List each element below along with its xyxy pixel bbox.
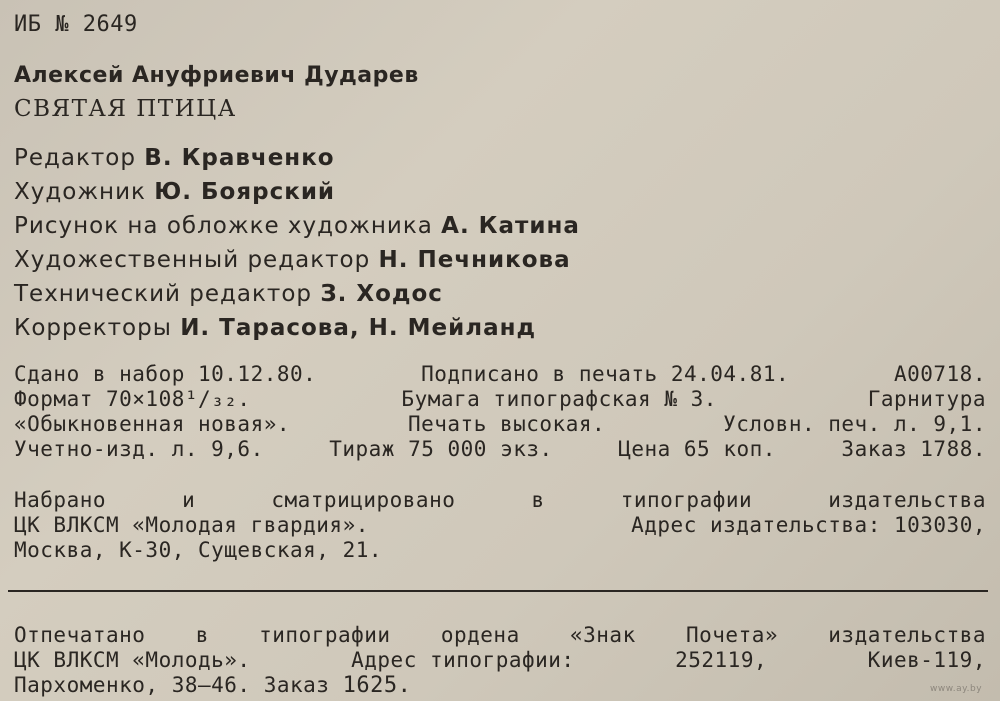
footer-text: Киев-119,: [867, 648, 986, 672]
typeset-line: [14, 488, 986, 512]
print-detail: Гарнитура: [867, 387, 986, 411]
credit-artist: [14, 179, 335, 205]
credit-role: Рисунок на обложке художника: [14, 213, 433, 239]
print-details-line: [14, 412, 986, 436]
book-title: СВЯТАЯ ПТИЦА: [14, 96, 237, 122]
footer-text: Заказ: [263, 673, 330, 697]
credit-role: Корректоры: [14, 315, 172, 341]
footer-order-number: 1625.: [342, 673, 412, 698]
typeset-word: типографии: [620, 488, 753, 512]
print-detail: Учетно-изд. л. 9,6.: [14, 437, 264, 461]
credit-name: И. Тарасова, Н. Мейланд: [180, 315, 537, 341]
credit-tech-editor: [14, 281, 443, 307]
footer-line: [14, 648, 986, 672]
print-detail: Формат 70×108¹/₃₂.: [14, 387, 251, 411]
print-detail: Подписано в печать 24.04.81.: [421, 362, 790, 386]
watermark: www.ay.by: [930, 684, 983, 694]
footer-line: Отпечатано в типографии ордена «Знак Почета» издательства: [14, 623, 986, 647]
print-detail: Заказ 1788.: [841, 437, 986, 461]
print-details-line: [14, 362, 986, 386]
print-detail: Цена 65 коп.: [618, 437, 776, 461]
typeset-word: сматрицировано: [271, 488, 456, 512]
print-details-line: [14, 437, 986, 461]
credit-name: З. Ходос: [320, 281, 443, 307]
credit-name: Ю. Боярский: [154, 179, 336, 205]
typeset-word: и: [182, 488, 196, 512]
credit-role: Технический редактор: [14, 281, 312, 307]
footer-text: 252119,: [675, 648, 768, 672]
print-detail: А00718.: [893, 362, 986, 386]
footer-text: Пархоменко, 38—46.: [14, 673, 251, 697]
credit-role: Художник: [14, 179, 146, 205]
credit-editor: [14, 145, 335, 171]
credit-name: В. Кравченко: [144, 145, 335, 171]
print-detail: Условн. печ. л. 9,1.: [723, 412, 986, 436]
typeset-address: Москва, К-30, Сущевская, 21.: [14, 538, 383, 562]
credit-cover-artist: [14, 213, 580, 239]
credit-name: Н. Печникова: [378, 247, 571, 273]
credit-role: Редактор: [14, 145, 136, 171]
print-details-line: [14, 387, 986, 411]
typeset-word: в: [531, 488, 545, 512]
credit-art-editor: [14, 247, 571, 273]
credit-name: А. Катина: [441, 213, 580, 239]
typeset-word: издательства: [828, 488, 986, 512]
footer-text: ЦК ВЛКСМ «Молодь».: [14, 648, 251, 672]
typeset-text: Адрес издательства: 103030,: [631, 513, 986, 537]
typeset-line: [14, 513, 986, 537]
credit-proofreaders: [14, 315, 536, 341]
footer-line: [14, 673, 411, 698]
footer-text: Адрес типографии:: [351, 648, 575, 672]
divider-rule: [8, 590, 988, 592]
typeset-text: ЦК ВЛКСМ «Молодая гвардия».: [14, 513, 369, 537]
print-detail: Печать высокая.: [407, 412, 606, 436]
print-detail: «Обыкновенная новая».: [14, 412, 291, 436]
credit-role: Художественный редактор: [14, 247, 371, 273]
author-name: Алексей Ануфриевич Дударев: [14, 63, 419, 88]
print-detail: Сдано в набор 10.12.80.: [14, 362, 317, 386]
print-detail: Тираж 75 000 экз.: [329, 437, 553, 461]
print-detail: Бумага типографская № 3.: [401, 387, 717, 411]
ib-number: ИБ № 2649: [14, 12, 138, 37]
typeset-word: Набрано: [14, 488, 107, 512]
